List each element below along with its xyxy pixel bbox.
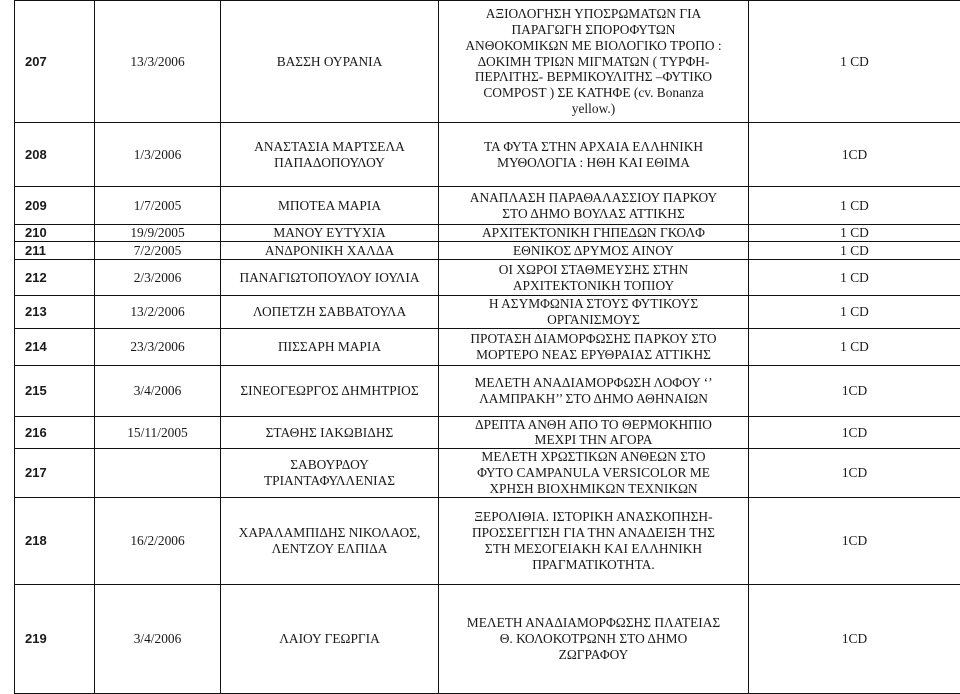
title-cell bbox=[439, 449, 749, 497]
title-line: yellow.) bbox=[443, 101, 744, 117]
media-cell: 1CD bbox=[749, 449, 960, 497]
record-number-cell: 218 bbox=[15, 497, 95, 584]
table-row bbox=[15, 225, 960, 242]
media-cell: 1 CD bbox=[749, 1, 960, 123]
title-line: ΟΡΓΑΝΙΣΜΟΥΣ bbox=[443, 312, 744, 328]
author-line: ΧΑΡΑΛΑΜΠΙΔΗΣ ΝΙΚΟΛΑΟΣ, bbox=[223, 525, 436, 541]
author-line: ΜΑΝΟΥ ΕΥΤΥΧΙΑ bbox=[223, 225, 436, 241]
title-line: ΜΕΛΕΤΗ ΑΝΑΔΙΑΜΟΡΦΩΣΗ ΛΟΦΟΥ ‘’ bbox=[443, 375, 744, 391]
author-line: ΠΑΠΑΔΟΠΟΥΛΟΥ bbox=[223, 155, 436, 171]
title-line: ΑΝΑΠΛΑΣΗ ΠΑΡΑΘΑΛΑΣΣΙΟΥ ΠΑΡΚΟΥ bbox=[443, 190, 744, 206]
date-cell: 3/4/2006 bbox=[95, 365, 221, 416]
title-line: COMPOST ) ΣΕ ΚΑΤΗΦΕ (cv. Bonanza bbox=[443, 85, 744, 101]
date-cell: 13/3/2006 bbox=[95, 1, 221, 123]
title-line: ΛΑΜΠΡΑΚΗ’’ ΣΤΟ ΔΗΜΟ ΑΘΗΝΑΙΩΝ bbox=[443, 391, 744, 407]
author-line: ΑΝΔΡΟΝΙΚΗ ΧΑΛΔΑ bbox=[223, 243, 436, 259]
title-line: ΔΡΕΠΤΑ ΑΝΘΗ ΑΠΟ ΤΟ ΘΕΡΜΟΚΗΠΙΟ bbox=[443, 417, 744, 433]
author-line: ΛΟΠΕΤΖΗ ΣΑΒΒΑΤΟΥΛΑ bbox=[223, 304, 436, 320]
record-number-cell: 214 bbox=[15, 328, 95, 365]
title-line: ΔΟΚΙΜΗ ΤΡΙΩΝ ΜΙΓΜΑΤΩΝ ( ΤΥΡΦΗ- bbox=[443, 54, 744, 70]
title-line: ΧΡΗΣΗ ΒΙΟΧΗΜΙΚΩΝ ΤΕΧΝΙΚΩΝ bbox=[443, 481, 744, 497]
date-cell: 2/3/2006 bbox=[95, 260, 221, 296]
title-cell bbox=[439, 296, 749, 329]
author-line: ΣΤΑΘΗΣ ΙΑΚΩΒΙΔΗΣ bbox=[223, 425, 436, 441]
date-cell: 15/11/2005 bbox=[95, 416, 221, 449]
media-cell: 1CD bbox=[749, 416, 960, 449]
title-line: ΟΙ ΧΩΡΟΙ ΣΤΑΘΜΕΥΣΗΣ ΣΤΗΝ bbox=[443, 262, 744, 278]
table-row bbox=[15, 123, 960, 187]
thesis-table bbox=[14, 0, 960, 694]
record-number-cell: 219 bbox=[15, 584, 95, 693]
table-body bbox=[15, 1, 960, 694]
record-number-cell: 215 bbox=[15, 365, 95, 416]
title-line: ΜΕΛΕΤΗ ΑΝΑΔΙΑΜΟΡΦΩΣΗΣ ΠΛΑΤΕΙΑΣ bbox=[443, 615, 744, 631]
author-cell bbox=[221, 1, 439, 123]
title-line: Η ΑΣΥΜΦΩΝΙΑ ΣΤΟΥΣ ΦΥΤΙΚΟΥΣ bbox=[443, 296, 744, 312]
date-cell: 23/3/2006 bbox=[95, 328, 221, 365]
author-cell bbox=[221, 242, 439, 260]
table-row bbox=[15, 449, 960, 497]
date-cell: 1/7/2005 bbox=[95, 187, 221, 225]
title-cell bbox=[439, 328, 749, 365]
author-cell bbox=[221, 123, 439, 187]
title-line: Θ. ΚΟΛΟΚΟΤΡΩΝΗ ΣΤΟ ΔΗΜΟ bbox=[443, 631, 744, 647]
title-line: ΠΡΑΓΜΑΤΙΚΟΤΗΤΑ. bbox=[443, 557, 744, 573]
date-cell: 13/2/2006 bbox=[95, 296, 221, 329]
author-cell bbox=[221, 296, 439, 329]
author-line: ΛΑΙΟΥ ΓΕΩΡΓΙΑ bbox=[223, 631, 436, 647]
media-cell: 1 CD bbox=[749, 242, 960, 260]
title-line: ΜΥΘΟΛΟΓΙΑ : ΗΘΗ ΚΑΙ ΕΘΙΜΑ bbox=[443, 155, 744, 171]
media-cell: 1CD bbox=[749, 365, 960, 416]
author-cell bbox=[221, 365, 439, 416]
date-cell: 3/4/2006 bbox=[95, 584, 221, 693]
record-number-cell: 213 bbox=[15, 296, 95, 329]
author-cell bbox=[221, 449, 439, 497]
media-cell: 1CD bbox=[749, 584, 960, 693]
title-cell bbox=[439, 123, 749, 187]
title-cell bbox=[439, 497, 749, 584]
record-number-cell: 208 bbox=[15, 123, 95, 187]
author-line: ΠΑΝΑΓΙΩΤΟΠΟΥΛΟΥ ΙΟΥΛΙΑ bbox=[223, 270, 436, 286]
title-line: ΣΤΟ ΔΗΜΟ ΒΟΥΛΑΣ ΑΤΤΙΚΗΣ bbox=[443, 206, 744, 222]
record-number-cell: 211 bbox=[15, 242, 95, 260]
media-cell: 1CD bbox=[749, 497, 960, 584]
table-row bbox=[15, 328, 960, 365]
title-cell bbox=[439, 1, 749, 123]
date-cell: 7/2/2005 bbox=[95, 242, 221, 260]
title-line: ΑΞΙΟΛΟΓΗΣΗ ΥΠΟΣΡΩΜΑΤΩΝ ΓΙΑ bbox=[443, 6, 744, 22]
title-line: ΤΑ ΦΥΤΑ ΣΤΗΝ ΑΡΧΑΙΑ ΕΛΛΗΝΙΚΗ bbox=[443, 139, 744, 155]
author-cell bbox=[221, 225, 439, 242]
media-cell: 1 CD bbox=[749, 260, 960, 296]
date-cell: 1/3/2006 bbox=[95, 123, 221, 187]
author-line: ΜΠΟΤΕΑ ΜΑΡΙΑ bbox=[223, 198, 436, 214]
author-cell bbox=[221, 584, 439, 693]
record-number-cell: 210 bbox=[15, 225, 95, 242]
title-line: ΣΤΗ ΜΕΣΟΓΕΙΑΚΗ ΚΑΙ ΕΛΛΗΝΙΚΗ bbox=[443, 541, 744, 557]
record-number-cell: 216 bbox=[15, 416, 95, 449]
record-number-cell: 207 bbox=[15, 1, 95, 123]
table-row bbox=[15, 296, 960, 329]
title-line: ΜΕΛΕΤΗ ΧΡΩΣΤΙΚΩΝ ΑΝΘΕΩΝ ΣΤΟ bbox=[443, 449, 744, 465]
title-line: ΑΡΧΙΤΕΚΤΟΝΙΚΗ ΓΗΠΕΔΩΝ ΓΚΟΛΦ bbox=[443, 225, 744, 241]
table-row bbox=[15, 260, 960, 296]
media-cell: 1 CD bbox=[749, 328, 960, 365]
title-line: ΠΑΡΑΓΩΓΗ ΣΠΟΡΟΦΥΤΩΝ bbox=[443, 22, 744, 38]
author-line: ΠΙΣΣΑΡΗ ΜΑΡΙΑ bbox=[223, 339, 436, 355]
record-number-cell: 217 bbox=[15, 449, 95, 497]
title-cell bbox=[439, 187, 749, 225]
author-cell bbox=[221, 260, 439, 296]
title-cell bbox=[439, 225, 749, 242]
author-line: ΣΙΝΕΟΓΕΩΡΓΟΣ ΔΗΜΗΤΡΙΟΣ bbox=[223, 383, 436, 399]
table-row bbox=[15, 497, 960, 584]
media-cell: 1 CD bbox=[749, 296, 960, 329]
media-cell: 1 CD bbox=[749, 225, 960, 242]
table-row bbox=[15, 416, 960, 449]
table-row bbox=[15, 242, 960, 260]
media-cell: 1CD bbox=[749, 123, 960, 187]
title-line: ΠΕΡΛΙΤΗΣ- ΒΕΡΜΙΚΟΥΛΙΤΗΣ –ΦΥΤΙΚΟ bbox=[443, 69, 744, 85]
author-line: ΑΝΑΣΤΑΣΙΑ ΜΑΡΤΣΕΛΑ bbox=[223, 139, 436, 155]
title-line: ΜΟΡΤΕΡΟ ΝΕΑΣ ΕΡΥΘΡΑΙΑΣ ΑΤΤΙΚΗΣ bbox=[443, 347, 744, 363]
table-row bbox=[15, 584, 960, 693]
title-line: ΠΡΟΤΑΣΗ ΔΙΑΜΟΡΦΩΣΗΣ ΠΑΡΚΟΥ ΣΤΟ bbox=[443, 331, 744, 347]
title-cell bbox=[439, 416, 749, 449]
title-line: ΞΕΡΟΛΙΘΙΑ. ΙΣΤΟΡΙΚΗ ΑΝΑΣΚΟΠΗΣΗ- bbox=[443, 509, 744, 525]
record-number-cell: 212 bbox=[15, 260, 95, 296]
table-row bbox=[15, 187, 960, 225]
date-cell: 16/2/2006 bbox=[95, 497, 221, 584]
author-cell bbox=[221, 328, 439, 365]
date-cell: 19/9/2005 bbox=[95, 225, 221, 242]
title-cell bbox=[439, 365, 749, 416]
title-cell bbox=[439, 584, 749, 693]
media-cell: 1 CD bbox=[749, 187, 960, 225]
title-line: ΖΩΓΡΑΦΟΥ bbox=[443, 647, 744, 663]
title-line: ΑΝΘΟΚΟΜΙΚΩΝ ΜΕ ΒΙΟΛΟΓΙΚΟ ΤΡΟΠΟ : bbox=[443, 38, 744, 54]
title-line: ΜΕΧΡΙ ΤΗΝ ΑΓΟΡΑ bbox=[443, 432, 744, 448]
author-line: ΒΑΣΣΗ ΟΥΡΑΝΙΑ bbox=[223, 54, 436, 70]
title-cell bbox=[439, 242, 749, 260]
title-line: ΠΡΟΣΣΕΓΓΙΣΗ ΓΙΑ ΤΗΝ ΑΝΑΔΕΙΞΗ ΤΗΣ bbox=[443, 525, 744, 541]
author-line: ΛΕΝΤΖΟΥ ΕΛΠΙΔΑ bbox=[223, 541, 436, 557]
table-row bbox=[15, 365, 960, 416]
author-cell bbox=[221, 497, 439, 584]
title-line: ΑΡΧΙΤΕΚΤΟΝΙΚΗ ΤΟΠΙΟΥ bbox=[443, 278, 744, 294]
author-cell bbox=[221, 416, 439, 449]
date-cell bbox=[95, 449, 221, 497]
title-line: ΕΘΝΙΚΟΣ ΔΡΥΜΟΣ ΑΙΝΟΥ bbox=[443, 243, 744, 259]
author-line: ΣΑΒΟΥΡΔΟΥ bbox=[223, 457, 436, 473]
title-cell bbox=[439, 260, 749, 296]
author-line: ΤΡΙΑΝΤΑΦΥΛΛΕΝΙΑΣ bbox=[223, 473, 436, 489]
record-number-cell: 209 bbox=[15, 187, 95, 225]
author-cell bbox=[221, 187, 439, 225]
title-line: ΦΥΤΟ CAMPANULA VERSICOLOR ΜΕ bbox=[443, 465, 744, 481]
table-row bbox=[15, 1, 960, 123]
